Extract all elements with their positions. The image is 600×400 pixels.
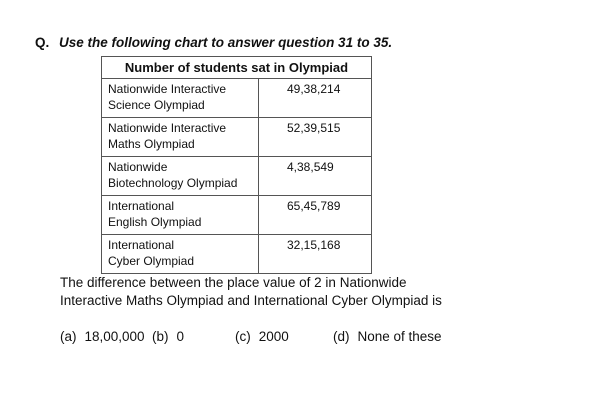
option-label: (a) [60, 329, 77, 344]
student-count: 32,15,168 [259, 235, 372, 274]
option-a [60, 329, 145, 344]
olympiad-name-line1: International [108, 238, 175, 252]
olympiad-name-line1: Nationwide [108, 160, 168, 174]
olympiad-name [102, 79, 259, 118]
table-row [102, 118, 372, 157]
question-label: Q. [35, 35, 50, 50]
table-row [102, 79, 372, 118]
table-header-row [102, 57, 372, 79]
option-b [152, 329, 184, 344]
option-text: 2000 [258, 329, 289, 344]
olympiad-name-line2: English Olympiad [108, 215, 202, 229]
table-row [102, 235, 372, 274]
table-row [102, 157, 372, 196]
olympiad-name-line2: Biotechnology Olympiad [108, 176, 238, 190]
option-text: 18,00,000 [84, 329, 145, 344]
olympiad-name-line1: Nationwide Interactive [108, 121, 227, 135]
student-count: 4,38,549 [259, 157, 372, 196]
table-title: Number of students sat in Olympiad [102, 57, 372, 79]
student-count: 65,45,789 [259, 196, 372, 235]
olympiad-name [102, 157, 259, 196]
olympiad-name-line2: Science Olympiad [108, 98, 205, 112]
option-text: None of these [357, 329, 442, 344]
option-label: (b) [152, 329, 169, 344]
option-label: (d) [333, 329, 350, 344]
question-instruction: Use the following chart to answer question 31 to 35. [59, 35, 393, 50]
olympiad-name-line1: International [108, 199, 175, 213]
option-c [235, 329, 289, 344]
olympiad-table [101, 56, 372, 274]
answer-options [60, 329, 480, 347]
olympiad-name [102, 118, 259, 157]
olympiad-name-line2: Maths Olympiad [108, 137, 195, 151]
olympiad-name [102, 196, 259, 235]
table-row [102, 196, 372, 235]
question-text: The difference between the place value of 2 in Nationwide Interactive Maths Olympiad and International Cyber Olympiad is [60, 275, 442, 308]
olympiad-name-line1: Nationwide Interactive [108, 82, 227, 96]
option-text: 0 [176, 329, 185, 344]
question-header [35, 35, 392, 50]
option-label: (c) [235, 329, 251, 344]
olympiad-name-line2: Cyber Olympiad [108, 254, 195, 268]
student-count: 52,39,515 [259, 118, 372, 157]
olympiad-name [102, 235, 259, 274]
option-d [333, 329, 442, 344]
student-count: 49,38,214 [259, 79, 372, 118]
